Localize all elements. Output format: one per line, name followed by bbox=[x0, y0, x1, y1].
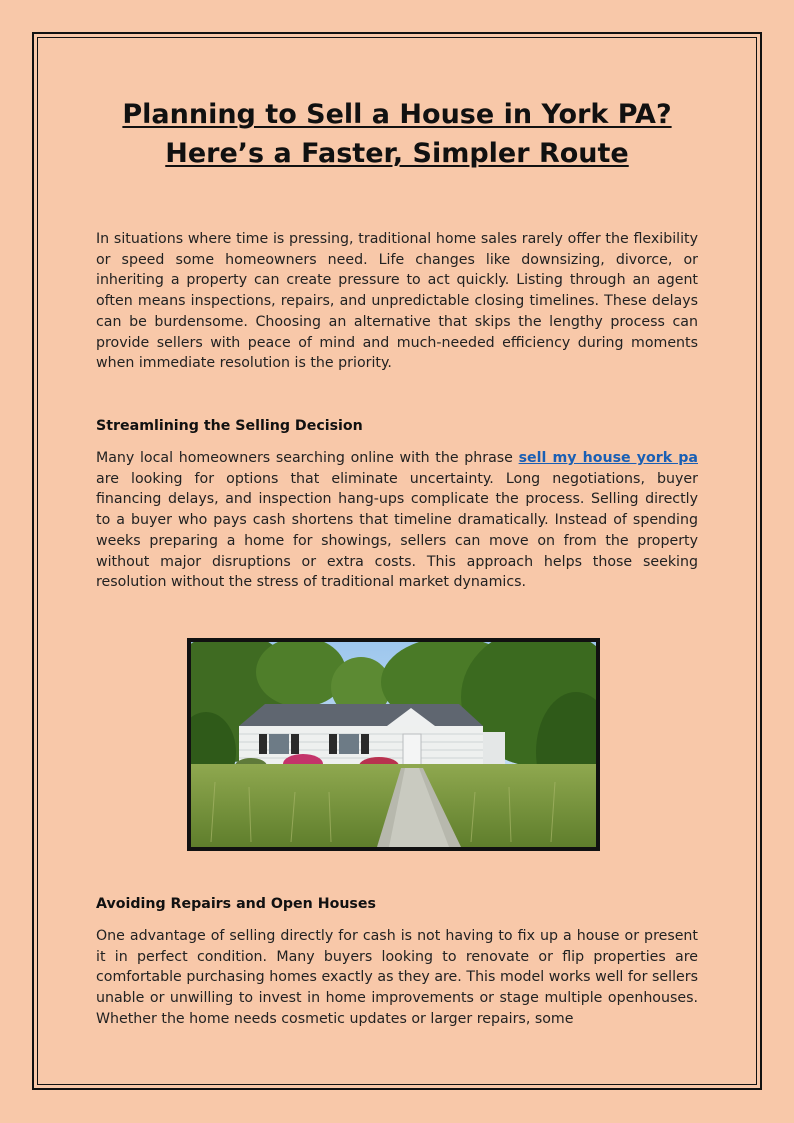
sell-my-house-link[interactable]: sell my house york pa bbox=[518, 450, 698, 466]
intro-section bbox=[96, 229, 698, 374]
page-title bbox=[96, 95, 698, 173]
title-line-2: Here’s a Faster, Simpler Route bbox=[165, 138, 629, 169]
title-line-1: Planning to Sell a House in York PA? bbox=[122, 99, 672, 130]
streamlining-paragraph bbox=[96, 448, 698, 593]
streamlining-text-after: are looking for options that eliminate uncertainty. Long negotiations, buyer financing delays, and inspection hang-ups complicate the process. Selling directly to a buyer who pays cash shortens that timeline dramatically. Instead of spending weeks preparing a home for showings, sellers can move on from the property without major disruptions or extra costs. This approach helps those seeking resolution without the stress of traditional market dynamics. bbox=[96, 470, 698, 591]
house-illustration bbox=[191, 642, 596, 847]
house-photo bbox=[187, 638, 600, 851]
section-heading-repairs: Avoiding Repairs and Open Houses bbox=[96, 896, 376, 912]
section-repairs bbox=[96, 894, 698, 1030]
streamlining-text-before: Many local homeowners searching online with the phrase bbox=[96, 450, 519, 466]
section-streamlining bbox=[96, 416, 698, 593]
repairs-paragraph: One advantage of selling directly for cash is not having to fix up a house or present it in perfect condition. Many buyers looking to renovate or flip properties are comfortable purchasing homes exactly as they are. This model works well for sellers unable or unwilling to invest in home improvements or stage multiple openhouses. Whether the home needs cosmetic updates or larger repairs, some bbox=[96, 928, 698, 1027]
section-heading-streamlining: Streamlining the Selling Decision bbox=[96, 418, 363, 434]
intro-paragraph: In situations where time is pressing, traditional home sales rarely offer the flexibility or speed some homeowners need. Life changes like downsizing, divorce, or inheriting a property can create pressure to act quickly. Listing through an agent often means inspections, repairs, and unpredictable closing timelines. These delays can be burdensome. Choosing an alternative that skips the lengthy process can provide sellers with peace of mind and much-needed efficiency during moments when immediate resolution is the priority. bbox=[96, 231, 698, 372]
